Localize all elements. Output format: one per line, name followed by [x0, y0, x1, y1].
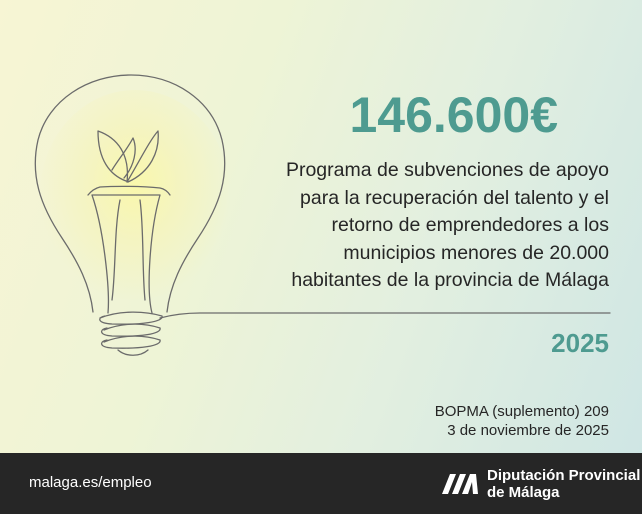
footer-bar — [0, 453, 642, 514]
description-line: retorno de emprendedores a los — [331, 214, 609, 236]
diputacion-logo-icon — [440, 470, 480, 496]
bopma-date: 3 de noviembre de 2025 — [447, 422, 609, 439]
program-description — [229, 157, 609, 295]
diputacion-logo[interactable] — [440, 465, 640, 505]
organization-name-line2: de Málaga — [487, 484, 560, 501]
description-line: para la recuperación del talento y el — [300, 186, 609, 209]
organization-name-line1: Diputación Provincial — [487, 467, 641, 484]
bopma-issue: BOPMA (suplemento) 209 — [434, 403, 609, 420]
bopma-reference — [435, 402, 609, 440]
description-line: habitantes de la provincia de Málaga — [291, 269, 609, 291]
description-line: municipios menores de 20.000 — [343, 241, 609, 264]
website-link[interactable]: malaga.es/empleo — [29, 474, 152, 491]
year-label: 2025 — [551, 328, 609, 358]
organization-name — [487, 467, 640, 501]
amount-value: 146.600€ — [349, 87, 558, 143]
description-line: Programa de subvenciones de apoyo — [285, 159, 609, 181]
